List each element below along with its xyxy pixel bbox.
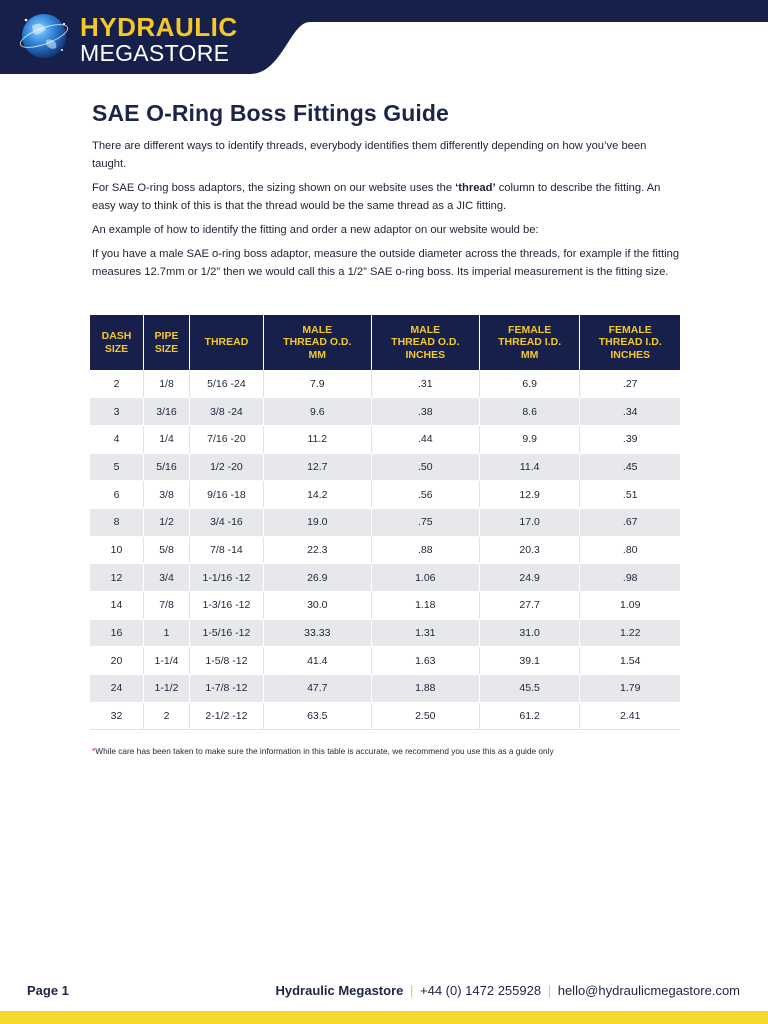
cell-dash-size: 32 [90,702,144,730]
cell-female-id-mm: 20.3 [479,536,580,564]
cell-dash-size: 3 [90,398,144,426]
footer-contact [275,983,740,998]
footer-phone[interactable]: +44 (0) 1472 255928 [420,983,542,998]
cell-pipe-size: 1/4 [144,425,190,453]
cell-thread: 7/8 -14 [190,536,264,564]
sizing-text-start: For SAE O-ring boss adaptors, the sizing shown on our website uses the [92,182,456,194]
cell-male-od-mm: 14.2 [263,481,371,509]
cell-female-id-inches: .45 [580,453,680,481]
header-line: SIZE [154,342,179,355]
cell-male-od-mm: 41.4 [263,647,371,675]
cell-female-id-mm: 11.4 [479,453,580,481]
table-header-row [90,315,680,370]
cell-dash-size: 12 [90,564,144,592]
cell-thread: 1-5/16 -12 [190,619,264,647]
document-body [92,100,682,287]
cell-pipe-size: 3/4 [144,564,190,592]
cell-dash-size: 24 [90,675,144,703]
cell-pipe-size: 3/16 [144,398,190,426]
header-line: PIPE [154,330,179,342]
cell-dash-size: 8 [90,508,144,536]
table-row [90,592,680,620]
footer-email[interactable]: hello@hydraulicmegastore.com [557,983,740,998]
cell-male-od-mm: 63.5 [263,702,371,730]
header-line: INCHES [610,348,651,361]
table-row [90,619,680,647]
footer-accent-bar [0,1011,768,1024]
cell-male-od-inches: 1.88 [371,675,479,703]
cell-male-od-mm: 47.7 [263,675,371,703]
cell-female-id-mm: 31.0 [479,619,580,647]
table-row [90,453,680,481]
cell-female-id-inches: 1.09 [580,592,680,620]
cell-male-od-mm: 7.9 [263,370,371,398]
fittings-table [90,315,680,730]
cell-female-id-inches: 1.79 [580,675,680,703]
header-line: FEMALE [508,323,552,336]
header-female-id-inches [580,315,680,370]
header-band [0,0,768,74]
footer-brand: Hydraulic Megastore [275,983,404,998]
cell-female-id-inches: .27 [580,370,680,398]
cell-male-od-mm: 9.6 [263,398,371,426]
cell-thread: 9/16 -18 [190,481,264,509]
cell-female-id-mm: 27.7 [479,592,580,620]
header-thread [190,315,264,370]
thread-keyword: ‘thread’ [455,182,496,194]
cell-pipe-size: 5/8 [144,536,190,564]
logo-text [80,14,238,65]
globe-icon [18,10,70,62]
header-line: THREAD I.D. [498,336,562,349]
cell-female-id-inches: .39 [580,425,680,453]
cell-pipe-size: 1-1/2 [144,675,190,703]
header-line: MALE [410,323,441,336]
cell-female-id-inches: .98 [580,564,680,592]
cell-pipe-size: 1/8 [144,370,190,398]
cell-thread: 5/16 -24 [190,370,264,398]
header-male-od-inches [371,315,479,370]
header-pipe-size [144,315,190,370]
cell-thread: 1/2 -20 [190,453,264,481]
sizing-text-end: column to describe the fitting. An easy way to think of this is that the thread would be the same thread as a JIC fitting. [92,182,661,212]
header-dash-size [90,315,144,370]
cell-male-od-inches: 1.18 [371,592,479,620]
cell-male-od-inches: .50 [371,453,479,481]
header-line: INCHES [405,348,446,361]
cell-male-od-inches: .38 [371,398,479,426]
header-line: MM [308,348,327,361]
disclaimer-asterisk: * [92,746,96,756]
cell-male-od-inches: 2.50 [371,702,479,730]
cell-male-od-inches: .31 [371,370,479,398]
cell-male-od-inches: 1.31 [371,619,479,647]
cell-female-id-inches: 1.22 [580,619,680,647]
cell-male-od-mm: 30.0 [263,592,371,620]
footer-separator: | [409,983,414,998]
cell-female-id-mm: 8.6 [479,398,580,426]
cell-male-od-mm: 26.9 [263,564,371,592]
table-row [90,370,680,398]
cell-female-id-mm: 12.9 [479,481,580,509]
example-intro-paragraph: An example of how to identify the fitting and order a new adaptor on our website would be: [92,224,539,236]
cell-male-od-mm: 11.2 [263,425,371,453]
cell-pipe-size: 2 [144,702,190,730]
cell-pipe-size: 5/16 [144,453,190,481]
cell-female-id-inches: 2.41 [580,702,680,730]
company-logo[interactable] [18,10,238,66]
table-row [90,647,680,675]
cell-thread: 2-1/2 -12 [190,702,264,730]
cell-pipe-size: 1 [144,619,190,647]
header-male-od-mm [263,315,371,370]
cell-female-id-mm: 17.0 [479,508,580,536]
header-line: FEMALE [608,323,652,336]
cell-female-id-mm: 6.9 [479,370,580,398]
table-row [90,481,680,509]
cell-thread: 1-7/8 -12 [190,675,264,703]
cell-male-od-inches: .75 [371,508,479,536]
cell-dash-size: 10 [90,536,144,564]
sizing-paragraph [92,179,682,215]
cell-male-od-mm: 12.7 [263,453,371,481]
cell-female-id-mm: 61.2 [479,702,580,730]
table-body [90,370,680,730]
cell-dash-size: 6 [90,481,144,509]
header-line: THREAD O.D. [391,336,460,349]
table-row [90,425,680,453]
cell-male-od-inches: .44 [371,425,479,453]
cell-thread: 3/8 -24 [190,398,264,426]
cell-dash-size: 2 [90,370,144,398]
example-paragraph: If you have a male SAE o-ring boss adaptor, measure the outside diameter across the threads, for example if the fitting measures 12.7mm or 1/2” then we would call this a 1/2” SAE o-ring boss. Its imperial measurement is the fitting size. [92,248,680,278]
header-line: THREAD I.D. [598,336,662,349]
cell-dash-size: 5 [90,453,144,481]
cell-male-od-mm: 22.3 [263,536,371,564]
cell-dash-size: 14 [90,592,144,620]
cell-female-id-mm: 24.9 [479,564,580,592]
cell-female-id-mm: 45.5 [479,675,580,703]
header-female-id-mm [479,315,580,370]
cell-male-od-inches: .56 [371,481,479,509]
cell-pipe-size: 3/8 [144,481,190,509]
disclaimer-text: While care has been taken to make sure the information in this table is accurate, we recommend you use this as a guide only [95,746,554,756]
cell-pipe-size: 7/8 [144,592,190,620]
page-title: SAE O-Ring Boss Fittings Guide [92,100,449,126]
cell-thread: 1-3/16 -12 [190,592,264,620]
cell-thread: 1-5/8 -12 [190,647,264,675]
cell-pipe-size: 1/2 [144,508,190,536]
cell-male-od-mm: 33.33 [263,619,371,647]
intro-paragraph: There are different ways to identify threads, everybody identifies them differently depending on how you’ve been taught. [92,140,647,170]
cell-male-od-inches: .88 [371,536,479,564]
table-row [90,675,680,703]
table-row [90,702,680,730]
cell-male-od-inches: 1.06 [371,564,479,592]
table-row [90,398,680,426]
header-line: SIZE [104,342,129,355]
cell-female-id-inches: .34 [580,398,680,426]
table-row [90,564,680,592]
cell-male-od-mm: 19.0 [263,508,371,536]
header-line: DASH [101,330,132,342]
footer [0,980,768,1004]
header-line: MM [520,348,539,361]
cell-female-id-mm: 39.1 [479,647,580,675]
cell-thread: 1-1/16 -12 [190,564,264,592]
cell-thread: 3/4 -16 [190,508,264,536]
table-row [90,536,680,564]
header-line: MALE [302,323,333,336]
cell-dash-size: 20 [90,647,144,675]
logo-line-hydraulic: HYDRAULIC [80,12,238,42]
cell-female-id-inches: 1.54 [580,647,680,675]
cell-dash-size: 4 [90,425,144,453]
table-row [90,508,680,536]
header-line: THREAD O.D. [283,336,352,349]
disclaimer-note [92,746,554,756]
footer-separator: | [547,983,552,998]
cell-thread: 7/16 -20 [190,425,264,453]
cell-dash-size: 16 [90,619,144,647]
cell-female-id-mm: 9.9 [479,425,580,453]
cell-male-od-inches: 1.63 [371,647,479,675]
cell-female-id-inches: .51 [580,481,680,509]
header-line: THREAD [204,336,249,349]
cell-pipe-size: 1-1/4 [144,647,190,675]
page-number: Page 1 [27,983,69,998]
cell-female-id-inches: .80 [580,536,680,564]
cell-female-id-inches: .67 [580,508,680,536]
logo-line-megastore: MEGASTORE [80,40,230,66]
